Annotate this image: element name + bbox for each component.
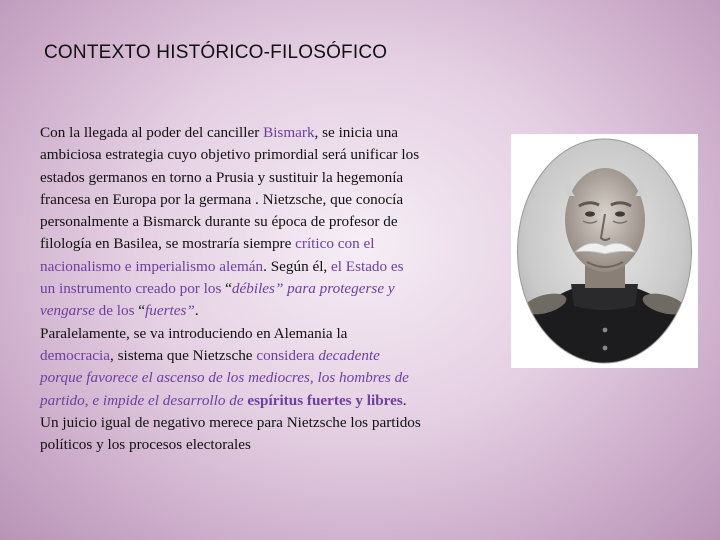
text-run: filología en Basilea, se mostraría siempre [40, 235, 296, 253]
text-run: el Estado es [331, 257, 404, 275]
text-run: personalmente a Bismarck durante su época de profesor de [40, 213, 398, 231]
text-run: Un juicio igual de negativo merece para Nietzsche los partidos [40, 413, 421, 431]
text-run: Paralelamente, se va introduciendo en Alemania la [40, 324, 348, 342]
text-run: un instrumento creado por los [40, 280, 222, 298]
text-line [40, 256, 500, 278]
text-run: políticos y los procesos electorales [40, 436, 251, 454]
text-run: . [402, 391, 407, 409]
text-run: considera [256, 346, 315, 364]
text-line [40, 211, 500, 233]
text-run: . [194, 302, 199, 320]
text-line [40, 323, 500, 345]
text-run: crítico con el [295, 235, 375, 253]
text-line [40, 278, 500, 300]
text-run: Bismark [263, 124, 315, 141]
bismarck-portrait [511, 134, 698, 368]
text-run: espíritus fuertes y libres [247, 391, 403, 409]
text-run: democracia [40, 346, 110, 364]
text-line [40, 434, 500, 456]
body-paragraph [40, 122, 500, 456]
text-line [40, 300, 500, 322]
text-run: , sistema que Nietzsche [109, 346, 257, 364]
text-line [40, 144, 500, 166]
text-run: partido, e impide el desarrollo de [40, 391, 244, 409]
text-run: vengarse [40, 302, 95, 320]
text-line [40, 167, 500, 189]
text-line [40, 412, 500, 434]
text-run: “ [134, 302, 146, 320]
text-line [40, 122, 500, 144]
text-run: porque favorece el ascenso de los mediocres, los hombres de [40, 369, 409, 387]
text-run: decadente [318, 346, 380, 364]
text-run: Con la llegada al poder del canciller [40, 124, 264, 141]
text-line [40, 367, 500, 389]
text-run: estados germanos en torno a Prusia y sustituir la hegemonía [40, 168, 404, 186]
text-line [40, 189, 500, 211]
text-run: , se inicia una [314, 124, 399, 141]
text-run: nacionalismo e imperialismo alemán [40, 257, 264, 275]
text-run: fuertes” [145, 302, 195, 320]
text-line [40, 390, 500, 412]
text-run: débiles” para protegerse y [231, 280, 395, 298]
slide-title: CONTEXTO HISTÓRICO-FILOSÓFICO [44, 42, 388, 63]
text-line [40, 345, 500, 367]
text-run: “ [221, 280, 232, 298]
text-run: francesa en Europa por la germana . Nietzsche, que conocía [40, 190, 404, 208]
text-run: . Según él, [263, 257, 332, 275]
text-run: de los [94, 302, 135, 320]
text-run: ambiciosa estrategia cuyo objetivo primordial será unificar los [40, 146, 420, 164]
text-line [40, 233, 500, 255]
